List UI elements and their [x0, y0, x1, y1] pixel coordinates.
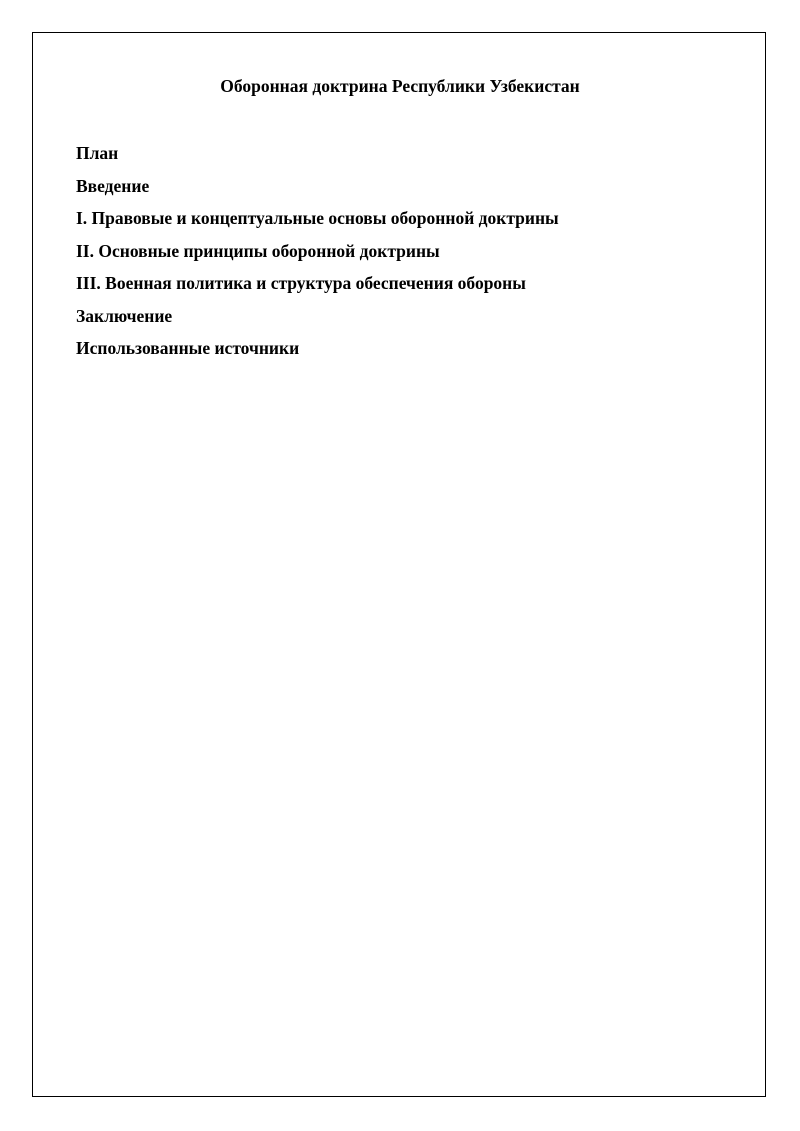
plan-item-sources: Использованные источники [76, 338, 300, 358]
plan-item-introduction: Введение [76, 175, 150, 196]
document-title: Оборонная доктрина Республики Узбекистан [220, 76, 580, 96]
plan-heading: План [76, 143, 119, 163]
plan-item-section-1: I. Правовые и концептуальные основы оборонной доктрины [76, 208, 559, 228]
plan-item-section-2: II. Основные принципы оборонной доктрины [76, 240, 440, 261]
plan-item-conclusion: Заключение [76, 305, 173, 326]
plan-list [76, 142, 559, 370]
plan-item-section-3: III. Военная политика и структура обеспечения обороны [76, 273, 526, 293]
